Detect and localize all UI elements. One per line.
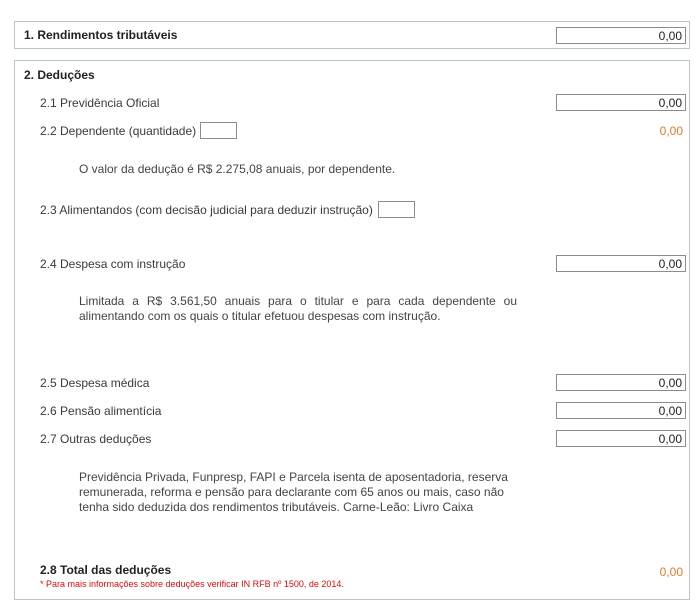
outras-note (79, 470, 508, 515)
rendimentos-panel (14, 21, 690, 49)
instrucao-note-line1: Limitada a R$ 3.561,50 anuais para o titular e para cada dependente ou (79, 294, 517, 308)
dependente-label: 2.2 Dependente (quantidade) (40, 124, 197, 138)
outras-note-line3: tenha sido deduzida dos rendimentos tributáveis. Carne-Leão: Livro Caixa (79, 500, 474, 514)
total-label: 2.8 Total das deduções (40, 563, 172, 577)
dependente-note: O valor da dedução é R$ 2.275,08 anuais, por dependente. (79, 162, 396, 176)
instrucao-input[interactable] (556, 255, 686, 272)
dependente-value: 0,00 (659, 124, 683, 138)
dependente-quantity-input[interactable] (200, 122, 237, 139)
alimentandos-quantity-input[interactable] (378, 201, 415, 218)
total-value: 0,00 (659, 565, 683, 579)
medica-input[interactable] (556, 374, 686, 391)
outras-note-line2: remunerada, reforma e pensão para declarante com 65 anos ou mais, caso não (79, 485, 504, 499)
previdencia-label: 2.1 Previdência Oficial (40, 96, 160, 110)
instrucao-note (79, 294, 517, 324)
outras-note-line1: Previdência Privada, Funpresp, FAPI e Parcela isenta de aposentadoria, reserva (79, 470, 508, 484)
outras-label: 2.7 Outras deduções (40, 432, 152, 446)
rendimentos-input[interactable] (556, 27, 686, 44)
pensao-label: 2.6 Pensão alimentícia (40, 404, 162, 418)
rendimentos-title: 1. Rendimentos tributáveis (24, 28, 178, 42)
outras-input[interactable] (556, 430, 686, 447)
instrucao-label: 2.4 Despesa com instrução (40, 257, 186, 271)
deducoes-title: 2. Deduções (24, 68, 95, 82)
deducoes-panel (14, 60, 690, 600)
alimentandos-label: 2.3 Alimentandos (com decisão judicial para deduzir instrução) (40, 203, 373, 217)
medica-label: 2.5 Despesa médica (40, 376, 150, 390)
previdencia-input[interactable] (556, 94, 686, 111)
pensao-input[interactable] (556, 402, 686, 419)
total-footnote: * Para mais informações sobre deduções verificar IN RFB nº 1500, de 2014. (40, 579, 344, 589)
instrucao-note-line2: alimentando com os quais o titular efetuou despesas com instrução. (79, 309, 441, 323)
